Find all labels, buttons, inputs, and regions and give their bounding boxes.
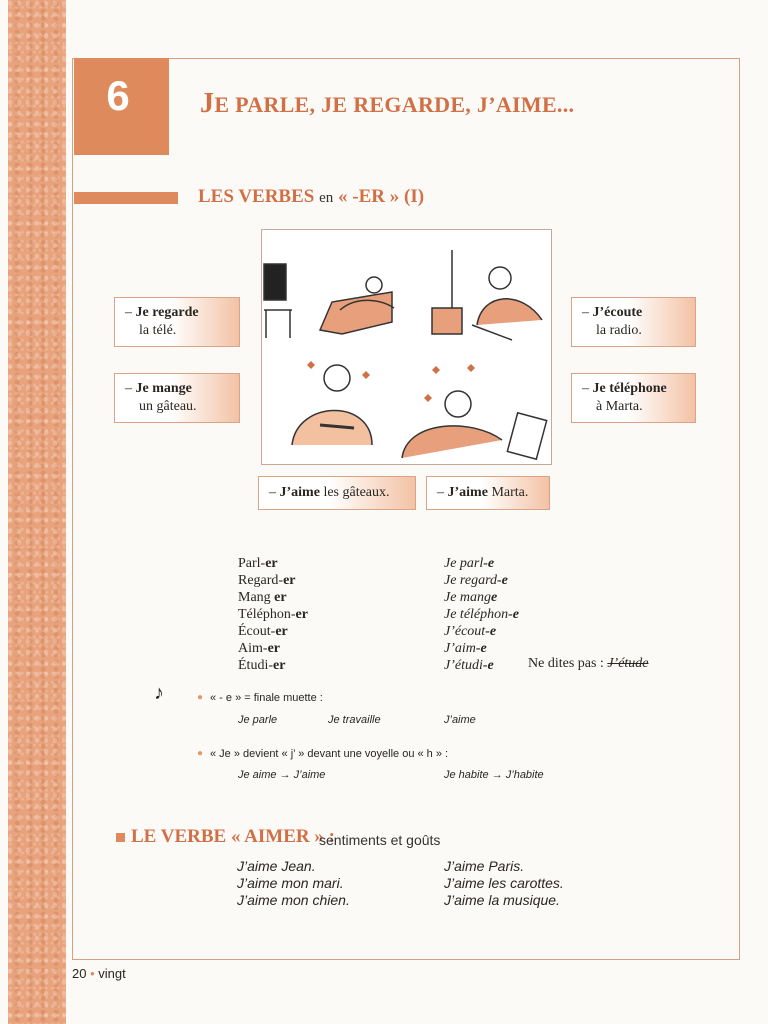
bullet-icon: ● [197,748,204,759]
example-j-habite: Je habite → J’habite [444,769,544,781]
section-en: en [319,190,334,206]
conjugation-item: J’étudi-e [444,658,494,673]
example-j-aime-elision: Je aime → J’aime [238,769,326,781]
example-je-travaille: Je travaille [328,714,381,726]
infinitive-item: Téléphon-er [238,607,308,622]
chapter-number: 6 [106,72,130,119]
aimer-examples-right [444,858,564,909]
illustration-drawing [262,230,551,464]
conjugation-list [444,555,519,674]
infinitive-item: Parl-er [238,556,278,571]
section-bar [74,192,178,204]
title-rest: E PARLE, JE REGARDE, J’AIME... [214,92,575,117]
page-footer [72,966,126,981]
section-title [198,186,424,208]
conjugation-item: Je téléphon-e [444,607,520,622]
section-label: LES VERBES [198,186,315,207]
conjugation-item: J’écout-e [444,624,497,639]
aimer-example: J’aime mon mari. [237,875,344,891]
page-number: 20 [72,966,87,981]
section-suffix: « -ER » [338,186,400,207]
aimer-example: J’aime les carottes. [444,875,564,891]
label-je-mange: – Je mange un gâteau. [114,373,240,423]
conjugation-item: Je parl-e [444,556,495,571]
chapter-title [200,88,574,120]
label-je-telephone: – Je téléphone à Marta. [571,373,696,423]
illustration [261,229,552,465]
margin-band [8,0,66,1024]
label-j-aime-marta: – J’aime Marta. [426,476,550,510]
infinitive-item: Aim-er [238,641,280,656]
conjugation-item: J’aim-e [444,641,487,656]
bullet-icon: ● [197,692,204,703]
label-je-regarde: – Je regarde la télé. [114,297,240,347]
aimer-example: J’aime mon chien. [237,892,350,908]
rule-muette: « - e » = finale muette : [210,692,323,704]
infinitive-item: Mang er [238,590,287,605]
infinitive-item: Regard-er [238,573,296,588]
music-note-icon: ♪ [154,682,164,704]
infinitive-list [238,555,308,674]
example-je-parle: Je parle [238,714,278,726]
aimer-examples-left [237,858,350,909]
footer-dot-icon: • [90,966,95,981]
ne-dites-pas: Ne dites pas : J’étude [528,656,649,671]
infinitive-item: Écout-er [238,624,288,639]
section-part: (I) [404,186,425,207]
aimer-title: LE VERBE « AIMER » : [131,826,335,847]
aimer-subtitle: sentiments et goûts [319,832,441,848]
label-j-aime-gateaux: – J’aime les gâteaux. [258,476,416,510]
conjugation-item: Je mange [444,590,498,605]
wrong-form: J’étude [607,656,649,671]
tv-icon [264,264,286,300]
aimer-example: J’aime la musique. [444,892,560,908]
conjugation-item: Je regard-e [444,573,508,588]
example-j-aime: J’aime [444,714,476,726]
aimer-example: J’aime Jean. [237,858,316,874]
rule-elision: « Je » devient « j’ » devant une voyelle ou « h » : [210,748,449,760]
title-initial: J [200,88,215,119]
aimer-example: J’aime Paris. [444,858,525,874]
square-bullet-icon [116,833,125,842]
label-j-ecoute: – J’écoute la radio. [571,297,696,347]
page-word: vingt [98,966,126,981]
infinitive-item: Étudi-er [238,658,286,673]
